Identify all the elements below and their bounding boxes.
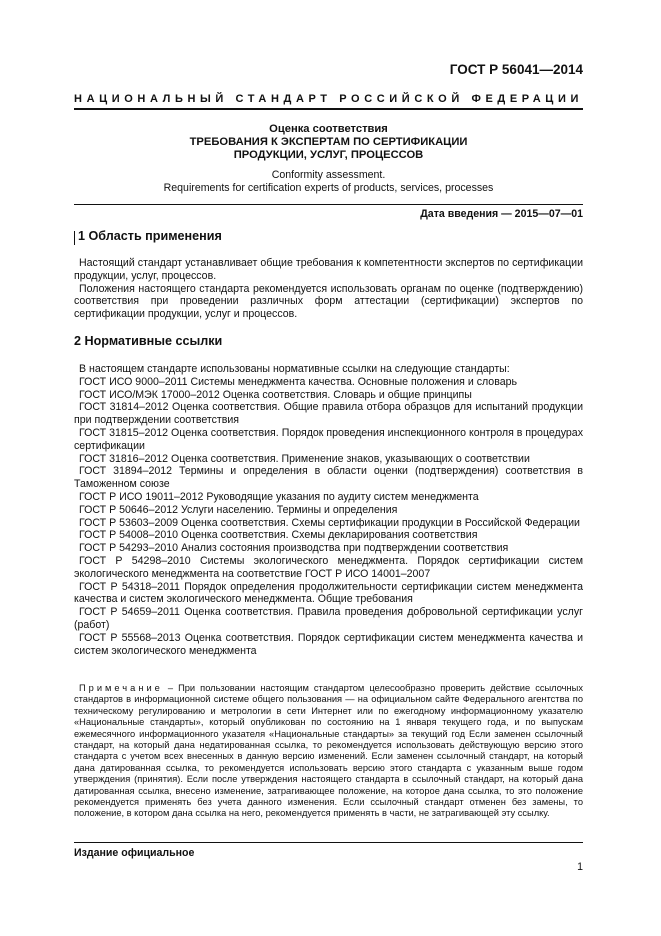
note <box>74 683 583 820</box>
normative-reference: ГОСТ Р 54659–2011 Оценка соответствия. Правила проведения добровольной сертификации услуг (работ) <box>74 606 583 631</box>
normative-reference: ГОСТ 31814–2012 Оценка соответствия. Общие правила отбора образцов для испытаний продукции при подтверждении соответствия <box>74 401 583 427</box>
section-2-intro: В настоящем стандарте использованы нормативные ссылки на следующие стандарты: <box>79 363 510 375</box>
normative-reference: ГОСТ Р 55568–2013 Оценка соответствия. Порядок сертификации систем менеджмента качества и систем экологического менеджмента <box>74 631 583 657</box>
section-2-body <box>74 363 583 657</box>
header-rule <box>74 108 583 110</box>
english-title-line-2: Requirements for certification experts of products, services, processes <box>163 181 494 194</box>
english-title <box>74 169 583 195</box>
normative-reference: ГОСТ 31894–2012 Термины и определения в области оценки (подтверждения) соответствия в Таможенном союзе <box>74 465 583 491</box>
normative-reference: ГОСТ Р 53603–2009 Оценка соответствия. Схемы сертификации продукции в Российской Федерации <box>79 516 580 529</box>
normative-reference: ГОСТ Р 54298–2010 Системы экологического менеджмента. Порядок сертификации систем экологического менеджмента на соответствие ГОСТ Р ИСО 14001–2007 <box>74 554 583 580</box>
text-cursor <box>74 231 75 245</box>
introduction-date: Дата введения — 2015—07—01 <box>420 208 583 220</box>
section-1-body <box>74 257 583 321</box>
normative-reference: ГОСТ 31816–2012 Оценка соответствия. Применение знаков, указывающих о соответствии <box>79 452 530 465</box>
section-1-paragraph: Положения настоящего стандарта рекомендуется использовать органам по оценке (подтверждению) соответствия при проведении различных форм аттестации (сертификации) экспертов по сертификации продукции, услуг и процессов. <box>74 282 583 321</box>
english-title-line-1: Conformity assessment. <box>271 169 386 181</box>
national-standard-banner: НАЦИОНАЛЬНЫЙ СТАНДАРТ РОССИЙСКОЙ ФЕДЕРАЦИИ <box>74 93 583 105</box>
normative-reference: ГОСТ Р 54293–2010 Анализ состояния производства при подтверждении соответствия <box>79 542 509 555</box>
normative-reference: ГОСТ Р 50646–2012 Услуги населению. Термины и определения <box>79 503 398 516</box>
title-line-3: ПРОДУКЦИИ, УСЛУГ, ПРОЦЕССОВ <box>233 148 424 161</box>
title-line-1: Оценка соответствия <box>269 123 388 135</box>
note-text: – При пользовании настоящим стандартом целесообразно проверить действие ссылочных стандартов в информационной системе общего пользования — на официальном сайте Федерального агентства по техническому регулированию и метрологии в сети Интернет или по ежегодному информационному указателю «Национальные стандарты», который опубликован по состоянию на 1 января текущего года, и по выпускам ежемесячного информационного указателя «Национальные стандарты» за текущий год Если заменен ссылочный стандарт, на который дана недатированная ссылка, то рекомендуется использовать действующую версию этого стандарта с учетом всех внесенных в данную версию изменений. Если заменен ссылочный стандарт, на который дана датированная ссылка, то рекомендуется использовать версию этого стандарта с указанным выше годом утверждения (принятия). Если после утверждения настоящего стандарта в ссылочный стандарт, на который дана датированная ссылка, внесено изменение, затрагивающее положение, на которое дана ссылка, то это положение рекомендуется применять без учета данного изменения. Если ссылочный стандарт отменен без замены, то положение, в котором дана ссылка на него, рекомендуется применять в части, не затрагивающей эту ссылку. <box>74 683 583 819</box>
section-2-heading: 2 Нормативные ссылки <box>74 334 223 348</box>
normative-reference: ГОСТ Р ИСО 19011–2012 Руководящие указания по аудиту систем менеджмента <box>79 490 479 503</box>
normative-reference: ГОСТ ИСО 9000–2011 Системы менеджмента качества. Основные положения и словарь <box>79 375 518 388</box>
normative-reference: ГОСТ Р 54318–2011 Порядок определения продолжительности сертификации систем менеджмента качества и систем экологического менеджмента. Общие требования <box>74 580 583 606</box>
date-rule <box>74 204 583 205</box>
footer-rule <box>74 842 583 843</box>
normative-reference: ГОСТ ИСО/МЭК 17000–2012 Оценка соответствия. Словарь и общие принципы <box>79 388 472 401</box>
edition-label: Издание официальное <box>74 847 195 859</box>
section-1-paragraph: Настоящий стандарт устанавливает общие требования к компетентности экспертов по сертификации продукции, услуг, процессов. <box>74 257 583 282</box>
page-number: 1 <box>577 861 583 873</box>
note-label: Примечание <box>79 683 163 693</box>
normative-reference: ГОСТ Р 54008–2010 Оценка соответствия. Схемы декларирования соответствия <box>79 529 478 542</box>
normative-reference: ГОСТ 31815–2012 Оценка соответствия. Порядок проведения инспекционного контроля в процедурах сертификации <box>74 426 583 452</box>
section-1-heading: 1 Область применения <box>78 229 222 243</box>
title-line-2: ТРЕБОВАНИЯ К ЭКСПЕРТАМ ПО СЕРТИФИКАЦИИ <box>189 135 468 148</box>
document-title <box>74 123 583 161</box>
standard-code: ГОСТ Р 56041—2014 <box>449 62 583 77</box>
